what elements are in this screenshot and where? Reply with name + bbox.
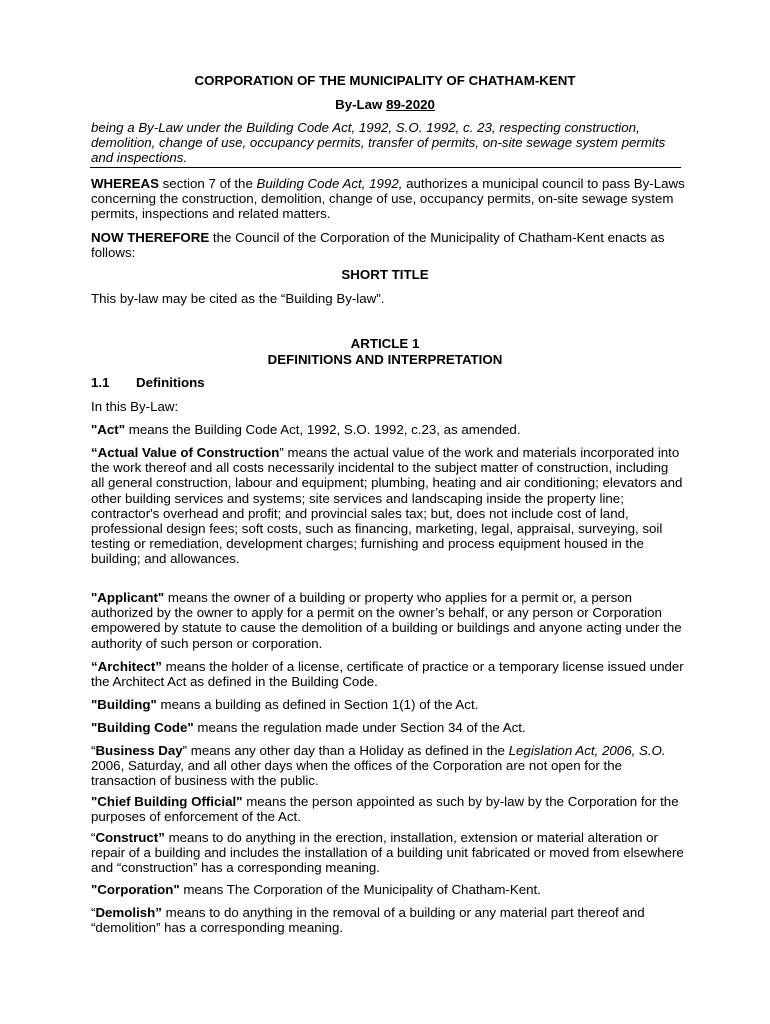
definition-text: means the regulation made under Section 34 of the Act. [193,720,526,735]
section-title: Definitions [136,375,205,390]
definition-text: means to do anything in the erection, installation, extension or material alteration or repair of a building and includes the installation of a building unit fabricated or moved from elsewhere and “construction” has a corresponding meaning. [91,830,684,876]
definition-term-open: “ [91,743,96,758]
definition-building [91,697,685,712]
definition-term-open: “ [91,905,96,920]
definition-term: "Building" [91,697,157,712]
definition-act [91,422,685,437]
short-title-heading: SHORT TITLE [341,267,429,282]
bylaw-number: 89-2020 [386,97,435,112]
now-therefore-label: NOW THEREFORE [91,230,210,245]
definition-act-name: Legislation Act, 2006, S.O. [508,743,666,758]
definition-corporation [91,882,685,897]
definition-term: "Act" [91,422,126,437]
definition-building-code [91,720,685,735]
definition-demolish [91,905,685,935]
whereas-label: WHEREAS [91,176,159,191]
now-therefore-text: the Council of the Corporation of the Municipality of Chatham-Kent enacts as follows: [91,230,665,261]
definition-term: "Corporation" [91,882,180,897]
article-heading: ARTICLE 1 [350,336,420,351]
short-title-text: This by-law may be cited as the “Building By-law”. [91,291,385,306]
definition-term: Demolish” [95,905,162,920]
definition-applicant [91,590,685,651]
definition-term: “Architect” [91,659,162,674]
bylaw-number-line [0,97,770,112]
document-subtitle: being a By-Law under the Building Code Act, 1992, S.O. 1992, c. 23, respecting construction, demolition, change of use, occupancy permits, transfer of permits, on-site sewage system permits and inspections. [91,120,666,166]
definitions-intro: In this By-Law: [91,399,179,414]
definition-term: "Applicant" [91,590,165,605]
definition-actual-value [91,445,685,567]
section-number: 1.1 [91,375,110,390]
whereas-text-1: section 7 of the [158,176,257,191]
definition-term-open: “ [91,830,96,845]
definition-text: ” means the actual value of the work and materials incorporated into the work thereof and all costs necessarily incidental to the subject matter of construction, including all general construction, labour and equipment; plumbing, heating and air conditioning; elevators and other building services and systems; site services and landscaping inside the property line; contractor's overhead and profit; and provincial sales tax; but, does not include cost of land, professional design fees; soft costs, such as financing, marketing, legal, appraisal, surveying, soil testing or remediation, development charges; furnishing and process equipment housed in the building; and allowances. [91,445,683,567]
definition-text-2: 2006, Saturday, and all other days when the offices of the Corporation are not open for the transaction of business with the public. [91,758,622,789]
definition-chief-building-official [91,794,685,824]
definition-construct [91,830,685,876]
now-therefore-paragraph [91,230,685,260]
definition-term: "Building Code" [91,720,194,735]
definition-text: means the holder of a license, certificate of practice or a temporary license issued under the Architect Act as defined in the Building Code. [91,659,684,690]
whereas-act: Building Code Act, 1992, [256,176,403,191]
document-title: CORPORATION OF THE MUNICIPALITY OF CHATHAM-KENT [194,73,576,88]
definition-term: "Chief Building Official" [91,794,243,809]
definition-text: means to do anything in the removal of a building or any material part thereof and “demolition” has a corresponding meaning. [91,905,645,936]
definition-text: means the person appointed as such by by-law by the Corporation for the purposes of enforcement of the Act. [91,794,679,825]
definition-text: means the Building Code Act, 1992, S.O. 1992, c.23, as amended. [125,422,521,437]
definition-term: “Actual Value of Construction [91,445,280,460]
definition-term: Business Day [95,743,183,758]
whereas-text-2: authorizes a municipal council to pass By-Laws concerning the construction, demolition, change of use, occupancy permits, on-site sewage system permits, inspections and related matters. [91,176,685,222]
bylaw-prefix: By-Law [335,97,387,112]
definition-term: Construct” [95,830,165,845]
article-subheading: DEFINITIONS AND INTERPRETATION [267,352,503,367]
definition-text: means the owner of a building or property who applies for a permit or, a person authorized by the owner to apply for a permit on the owner’s behalf, or any person or Corporation empowered by statute to cause the demolition of a building or buildings and anyone acting under the authority of such person or corporation. [91,590,682,651]
header-divider [90,167,681,168]
definition-architect [91,659,685,689]
definition-text: means a building as defined in Section 1(1) of the Act. [156,697,479,712]
definition-text-1: ” means any other day than a Holiday as defined in the [182,743,509,758]
definition-text: means The Corporation of the Municipality of Chatham-Kent. [179,882,541,897]
definition-business-day [91,743,685,789]
whereas-paragraph [91,176,685,222]
